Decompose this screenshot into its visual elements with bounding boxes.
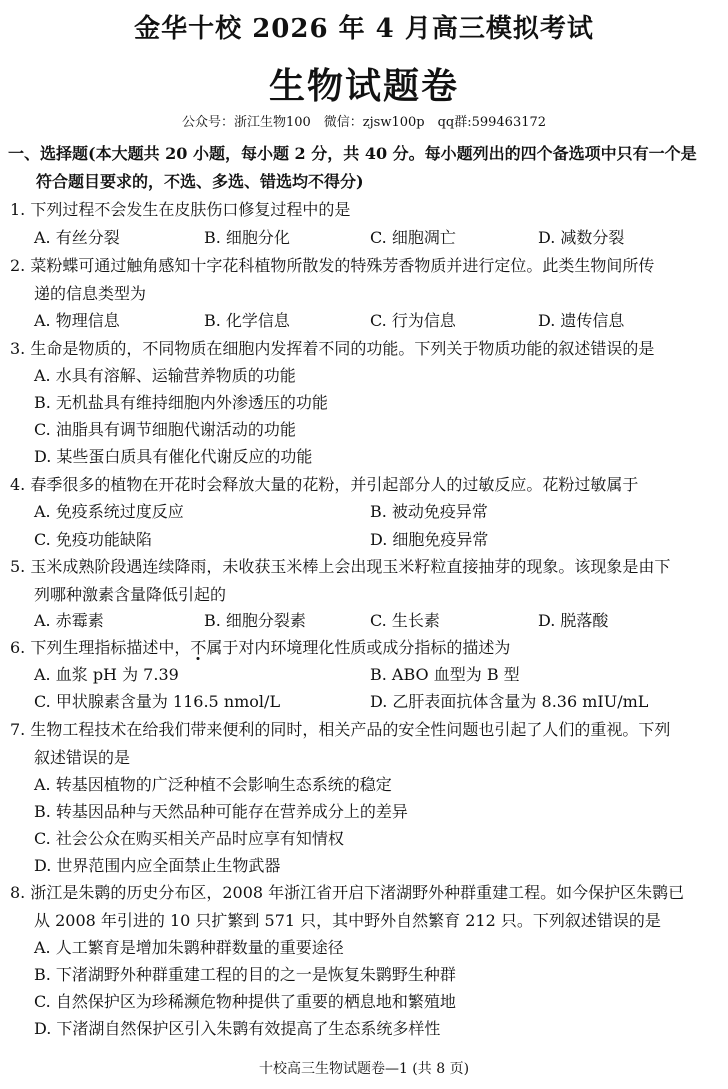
option-a: A. 人工繁育是增加朱鹮种群数量的重要途径 [34,938,344,957]
question-6 [10,634,716,662]
section-line-1: 一、选择题(本大题共 20 小题，每小题 2 分，共 40 分。每小题列出的四个备选项中只有一个是 [8,144,697,163]
question-7 [10,716,716,772]
question-3 [10,335,716,363]
option-b: B. 无机盐具有维持细胞内外渗透压的功能 [34,393,328,412]
option-b: B. 下渚湖野外种群重建工程的目的之一是恢复朱鹮野生种群 [34,965,456,984]
option-c: C. 自然保护区为珍稀濒危物种提供了重要的栖息地和繁殖地 [34,992,456,1011]
question-8 [10,879,716,935]
option-b: B. 被动免疫异常 [370,502,488,521]
option-d: D. 世界范围内应全面禁止生物武器 [34,856,281,875]
option-c: C. 细胞凋亡 [370,228,456,247]
option-a: A. 物理信息 [34,311,120,330]
question-stem-cont: 从 2008 年引进的 10 只扩繁到 571 只，其中野外自然繁育 212 只。下列叙述错误的是 [34,911,661,930]
question-stem-cont: 递的信息类型为 [34,284,147,303]
option-c: C. 油脂具有调节细胞代谢活动的功能 [34,420,296,439]
paper-subtitle: 生物试题卷 [268,65,459,107]
page-footer: 十校高三生物试题卷—1 (共 8 页) [258,1061,470,1077]
question-stem: 4. 春季很多的植物在开花时会释放大量的花粉，并引起部分人的过敏反应。花粉过敏属于 [10,475,639,494]
section-line-2: 符合题目要求的，不选、多选、错选均不得分) [36,172,364,191]
question-stem: 6. 下列生理指标描述中，不属于对内环境理化性质或成分指标的描述为 [10,638,511,657]
option-c: C. 行为信息 [370,311,456,330]
option-d: D. 脱落酸 [538,611,609,630]
section-heading [8,140,720,196]
option-a: A. 水具有溶解、运输营养物质的功能 [34,366,296,385]
option-c: C. 社会公众在购买相关产品时应享有知情权 [34,829,344,848]
option-d: D. 遗传信息 [538,311,625,330]
exam-title: 金华十校 2026 年 4 月高三模拟考试 [134,14,594,44]
option-d: D. 某些蛋白质具有催化代谢反应的功能 [34,447,313,466]
option-b: B. 化学信息 [204,311,290,330]
option-d: D. 乙肝表面抗体含量为 8.36 mIU/mL [370,692,649,711]
option-a: A. 血浆 pH 为 7.39 [34,665,179,684]
option-b: B. 细胞分化 [204,228,290,247]
question-4 [10,471,716,499]
option-b: B. 细胞分裂素 [204,611,306,630]
option-b: B. ABO 血型为 B 型 [370,665,520,684]
option-c: C. 生长素 [370,611,440,630]
option-c: C. 免疫功能缺陷 [34,530,152,549]
option-a: A. 转基因植物的广泛种植不会影响生态系统的稳定 [34,775,392,794]
question-stem: 7. 生物工程技术在给我们带来便利的同时，相关产品的安全性问题也引起了人们的重视。下列 [10,720,671,739]
question-stem: 1. 下列过程不会发生在皮肤伤口修复过程中的是 [10,200,351,219]
option-a: A. 有丝分裂 [34,228,120,247]
option-c: C. 甲状腺素含量为 116.5 nmol/L [34,692,281,711]
question-2 [10,252,716,308]
option-d: D. 细胞免疫异常 [370,530,489,549]
option-d: D. 减数分裂 [538,228,625,247]
question-stem: 2. 菜粉蝶可通过触角感知十字花科植物所散发的特殊芳香物质并进行定位。此类生物间所传 [10,256,655,275]
option-b: B. 转基因品种与天然品种可能存在营养成分上的差异 [34,802,408,821]
emphasis-dot: 不 [190,638,207,657]
contact-line: 公众号：浙江生物100 微信：zjsw100p qq群:599463172 [181,115,547,130]
option-a: A. 免疫系统过度反应 [34,502,184,521]
question-stem-cont: 列哪种激素含量降低引起的 [34,585,227,604]
option-a: A. 赤霉素 [34,611,104,630]
question-1 [10,196,716,224]
question-stem: 3. 生命是物质的，不同物质在细胞内发挥着不同的功能。下列关于物质功能的叙述错误的是 [10,339,655,358]
option-d: D. 下渚湖自然保护区引入朱鹮有效提高了生态系统多样性 [34,1019,441,1038]
question-stem-cont: 叙述错误的是 [34,748,131,767]
question-stem: 8. 浙江是朱鹮的历史分布区，2008 年浙江省开启下渚湖野外种群重建工程。如今保护区朱鹮已 [10,883,685,902]
question-5 [10,553,716,609]
question-stem: 5. 玉米成熟阶段遇连续降雨，未收获玉米棒上会出现玉米籽粒直接抽芽的现象。该现象是由下 [10,557,671,576]
